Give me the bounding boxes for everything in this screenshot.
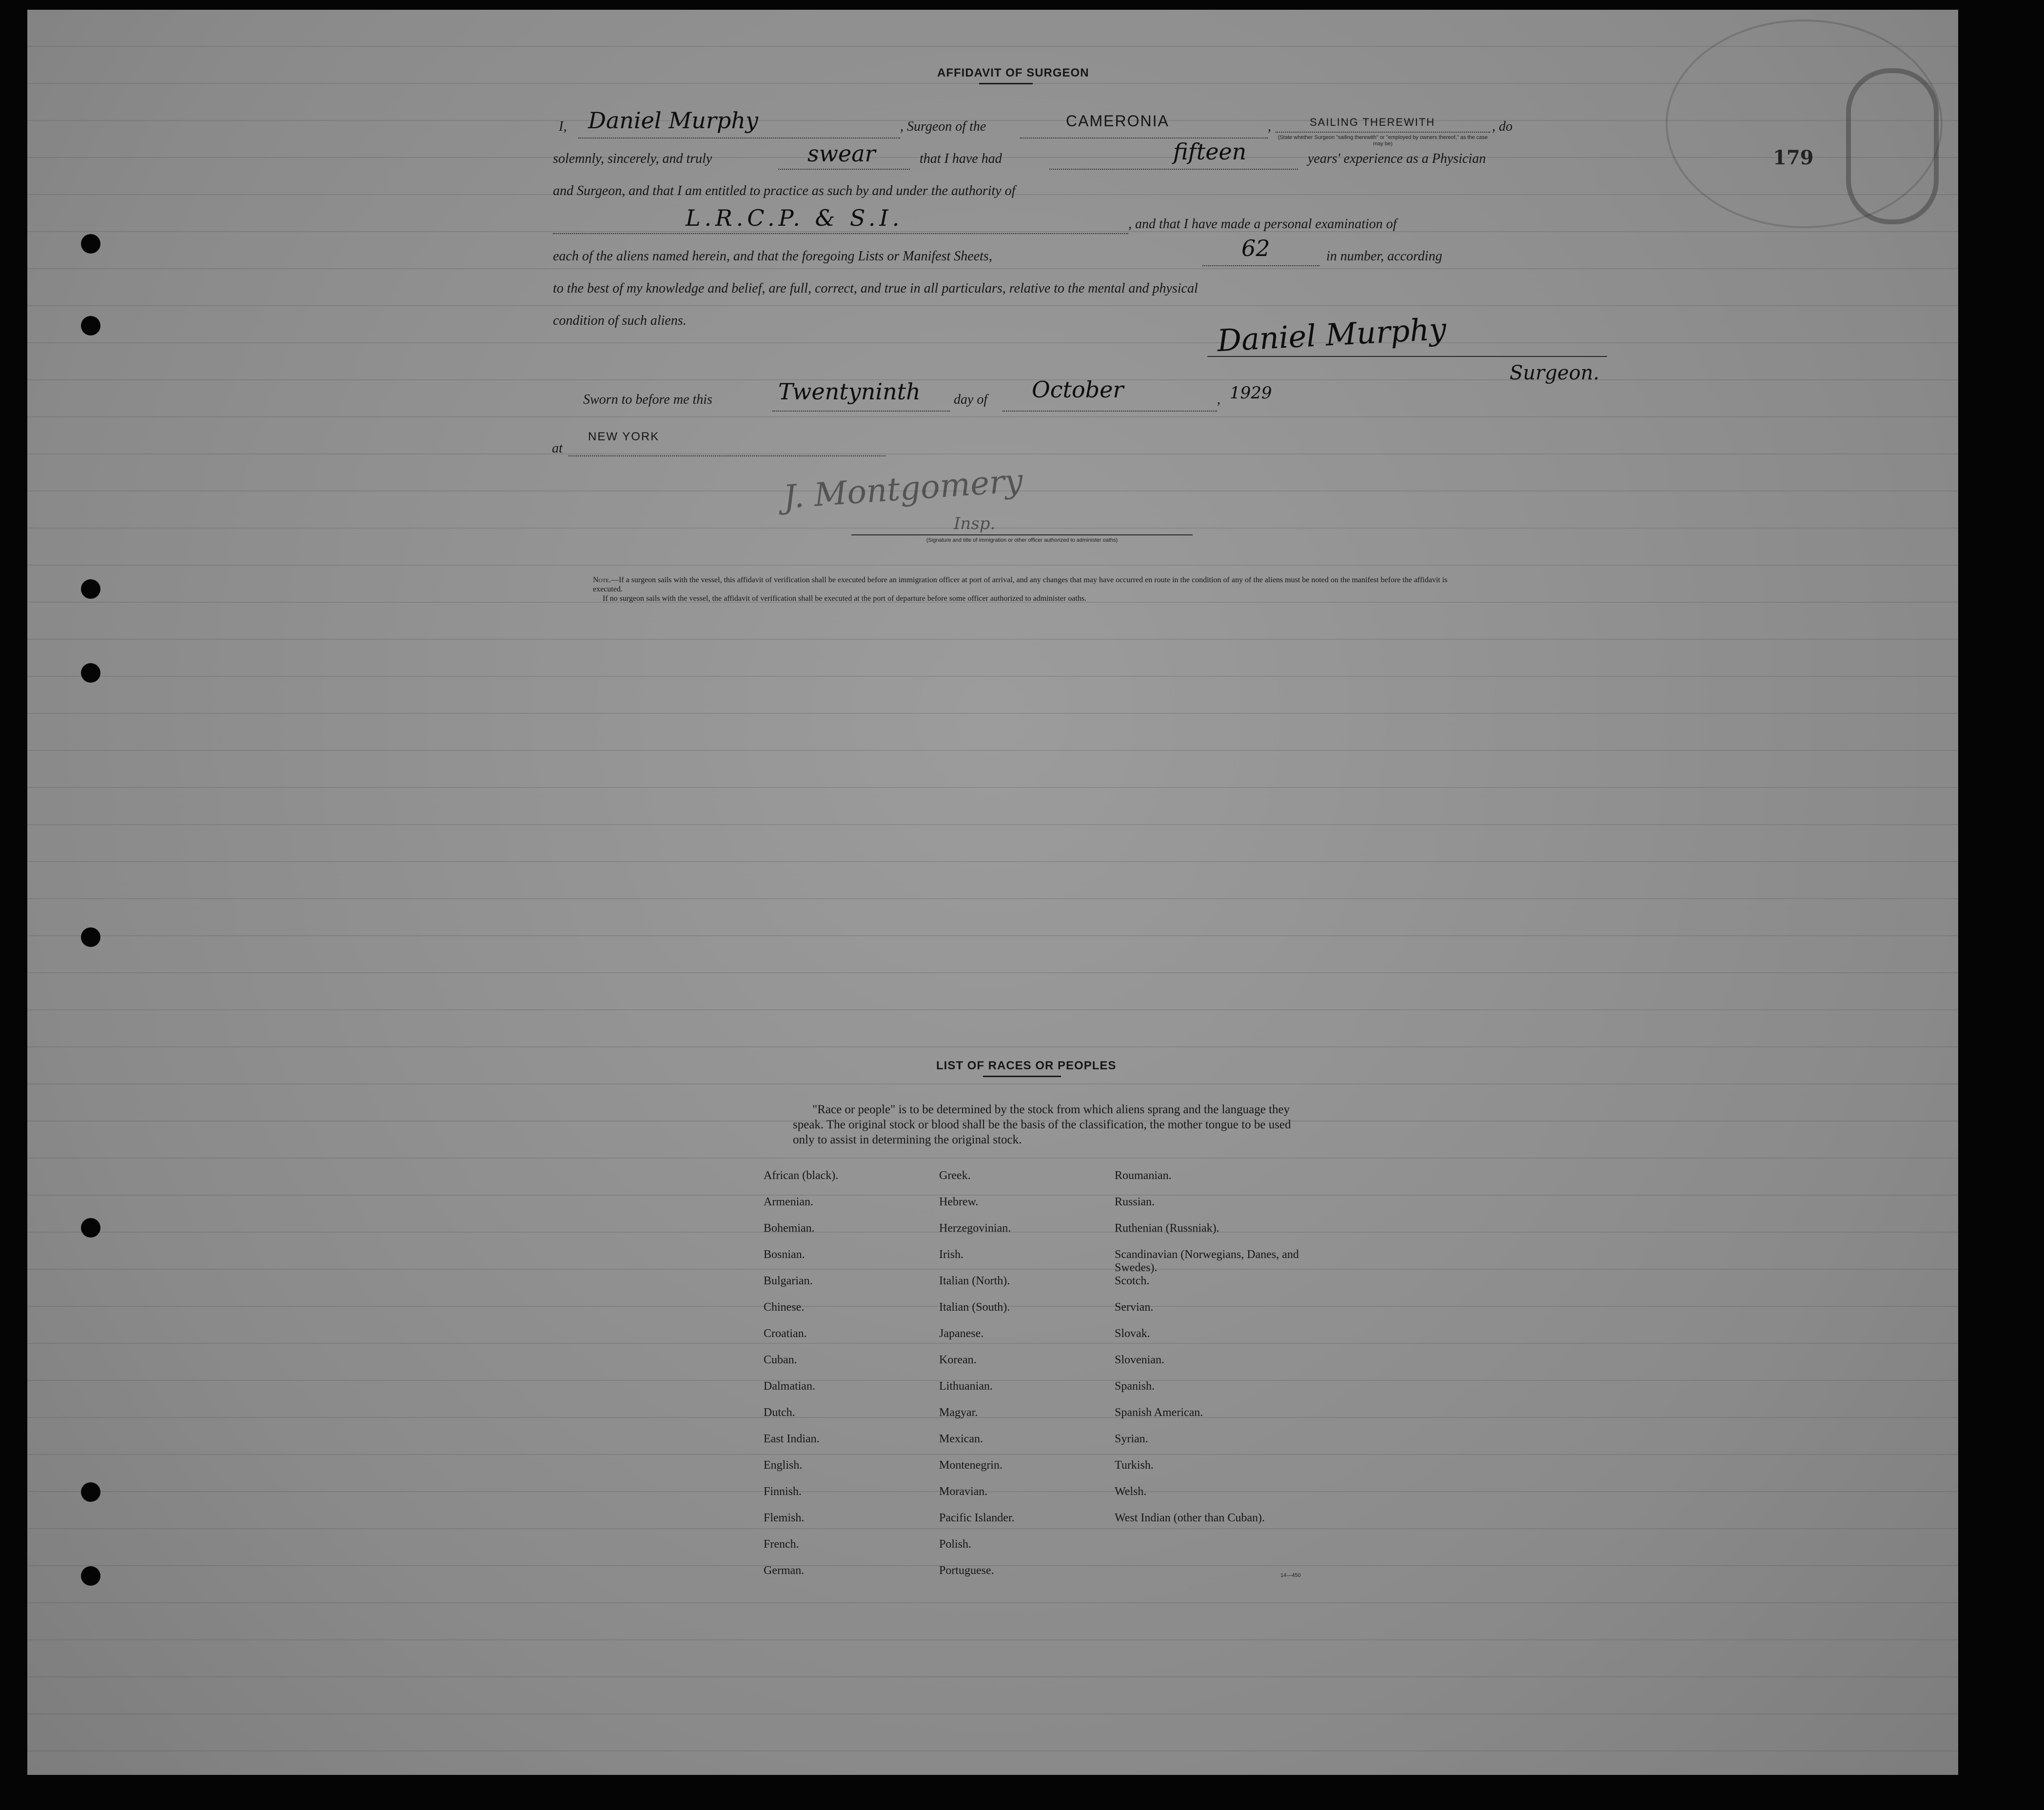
race-entry: Slovak. [1115, 1327, 1150, 1340]
heading-underline [979, 83, 1033, 84]
that-i-have-had-label: that I have had [920, 151, 1002, 166]
race-entry: Montenegrin. [939, 1459, 1002, 1472]
note-line-2: If no surgeon sails with the vessel, the affidavit of verification shall be executed at the port of departure before some officer authorized to administer oaths. [603, 594, 1087, 603]
fill-line [1002, 411, 1217, 412]
page-number: 179 [1773, 146, 1814, 169]
oath-word: swear [807, 140, 876, 167]
manifest-sheet [27, 10, 1958, 1775]
affidavit-note [593, 575, 1451, 603]
race-entry: Moravian. [939, 1485, 988, 1498]
surgeon-of-label: , Surgeon of the [900, 119, 986, 134]
race-entry: Korean. [939, 1354, 977, 1366]
sworn-day: Twentyninth [778, 378, 921, 405]
condition-label: condition of such aliens. [553, 313, 687, 328]
race-entry: Lithuanian. [939, 1380, 993, 1393]
race-entry: Bulgarian. [764, 1275, 813, 1287]
race-entry: Syrian. [1115, 1433, 1148, 1445]
race-entry: Mexican. [939, 1433, 983, 1445]
surgeon-type: SAILING THEREWITH [1310, 116, 1435, 128]
race-entry: Croatian. [764, 1327, 807, 1340]
race-entry: Chinese. [764, 1301, 805, 1314]
race-entry: Magyar. [939, 1406, 978, 1419]
heading-underline [983, 1076, 1061, 1077]
race-entry: French. [764, 1538, 799, 1551]
race-entry: Scandinavian (Norwegians, Danes, and Swedes). [1115, 1248, 1299, 1274]
officer-signature-caption: (Signature and title of immigration or other officer authorized to administer oaths) [926, 537, 1118, 543]
races-column-3 [1115, 1169, 1310, 1538]
race-entry: Armenian. [764, 1196, 813, 1208]
race-entry: Japanese. [939, 1327, 984, 1340]
punch-hole [81, 316, 100, 335]
affidavit-heading: AFFIDAVIT OF SURGEON [937, 66, 1089, 79]
fill-line [1049, 169, 1298, 170]
surgeon-signature: Daniel Murphy [1216, 311, 1447, 359]
page-stamp [1846, 68, 1939, 224]
race-entry: Turkish. [1115, 1459, 1154, 1472]
authority-value: L.R.C.P. & S.I. [686, 205, 904, 231]
race-entry: African (black). [764, 1169, 839, 1182]
race-entry: Bohemian. [764, 1222, 815, 1235]
years-value: fifteen [1173, 138, 1247, 165]
form-code: 14—450 [1280, 1573, 1301, 1578]
fill-line [1276, 132, 1490, 133]
affidavit-intro: I, [559, 119, 567, 134]
place-value: NEW YORK [588, 430, 660, 443]
punch-hole [81, 234, 100, 254]
punch-hole [81, 927, 100, 947]
manifest-sheets-label: each of the aliens named herein, and that the foregoing Lists or Manifest Sheets, [553, 249, 992, 264]
race-entry: Dalmatian. [764, 1380, 815, 1393]
race-entry: German. [764, 1564, 805, 1577]
race-entry: Portuguese. [939, 1564, 994, 1577]
race-entry: Bosnian. [764, 1248, 805, 1261]
surgeon-title: Surgeon. [1510, 362, 1600, 384]
knowledge-label: to the best of my knowledge and belief, are full, correct, and true in all particulars, relative to the mental and physical [553, 281, 1198, 296]
race-entry: Welsh. [1115, 1485, 1147, 1498]
race-entry: Ruthenian (Russniak). [1115, 1222, 1219, 1235]
comma-separator: , [1268, 119, 1271, 134]
officer-title: Insp. [954, 514, 996, 533]
surgeon-name: Daniel Murphy [588, 107, 758, 134]
race-entry: West Indian (other than Cuban). [1115, 1512, 1265, 1524]
sworn-label: Sworn to before me this [583, 392, 712, 407]
sheets-count: 62 [1241, 235, 1270, 261]
punch-hole [81, 1566, 100, 1586]
fill-line [569, 455, 885, 456]
year-comma: , [1217, 392, 1220, 407]
surgeon-type-caption: (State whether Surgeon "sailing therewith" or "employed by owners thereof," as the case may be) [1278, 135, 1488, 147]
race-entry: English. [764, 1459, 803, 1472]
race-entry: Roumanian. [1115, 1169, 1172, 1182]
race-entry: Spanish American. [1115, 1406, 1203, 1419]
race-entry: Scotch. [1115, 1275, 1150, 1287]
note-line-1: —If a surgeon sails with the vessel, this affidavit of verification shall be executed before an immigration officer at port of arrival, and any changes that may have occurred en route in the condition of any of the aliens must be noted on the manifest before the affidavit is executed. [593, 576, 1448, 593]
ship-name: CAMERONIA [1066, 112, 1169, 130]
at-label: at [552, 441, 563, 456]
race-entry: Italian (South). [939, 1301, 1010, 1314]
officer-signature: J. Montgomery [782, 461, 1024, 516]
races-intro: "Race or people" is to be determined by the stock from which aliens sprang and the language they speak. The original stock or blood shall be the basis of the classification, the mother tongue to be used only to assist in determining the original stock. [793, 1103, 1291, 1146]
fill-line [778, 169, 910, 170]
race-entry: Polish. [939, 1538, 972, 1551]
races-column-1 [764, 1169, 838, 1591]
fill-line [1202, 265, 1319, 266]
race-entry: Flemish. [764, 1512, 805, 1524]
do-label: , do [1492, 119, 1513, 134]
race-entry: Pacific Islander. [939, 1512, 1015, 1524]
fill-line [553, 233, 1128, 234]
sworn-year: 1929 [1230, 383, 1272, 403]
day-of-label: day of [954, 392, 988, 407]
race-entry: Greek. [939, 1169, 971, 1182]
race-entry: Hebrew. [939, 1196, 979, 1208]
punch-hole [81, 1218, 100, 1238]
race-entry: East Indian. [764, 1433, 820, 1445]
race-entry: Spanish. [1115, 1380, 1155, 1393]
race-entry: Dutch. [764, 1406, 795, 1419]
punch-hole [81, 1482, 100, 1502]
race-entry: Herzegovinian. [939, 1222, 1011, 1235]
race-entry: Italian (North). [939, 1275, 1010, 1287]
solemnly-label: solemnly, sincerely, and truly [553, 151, 712, 166]
personal-exam-label: , and that I have made a personal examination of [1128, 216, 1397, 232]
note-lead: Note. [593, 576, 611, 584]
fill-line [772, 411, 950, 412]
race-entry: Irish. [939, 1248, 963, 1261]
race-entry: Servian. [1115, 1301, 1154, 1314]
punch-hole [81, 663, 100, 683]
race-entry: Slovenian. [1115, 1354, 1164, 1366]
authority-label: and Surgeon, and that I am entitled to practice as such by and under the authority of [553, 183, 1016, 198]
officer-signature-line [851, 534, 1193, 535]
races-column-2 [939, 1169, 1015, 1591]
signature-line [1207, 356, 1607, 357]
years-experience-label: years' experience as a Physician [1308, 151, 1486, 166]
sworn-month: October [1032, 376, 1124, 403]
race-entry: Finnish. [764, 1485, 802, 1498]
race-entry: Cuban. [764, 1354, 797, 1366]
punch-hole [81, 579, 100, 599]
in-number-label: in number, according [1326, 249, 1442, 264]
races-heading: LIST OF RACES OR PEOPLES [936, 1059, 1117, 1072]
race-entry: Russian. [1115, 1196, 1155, 1208]
